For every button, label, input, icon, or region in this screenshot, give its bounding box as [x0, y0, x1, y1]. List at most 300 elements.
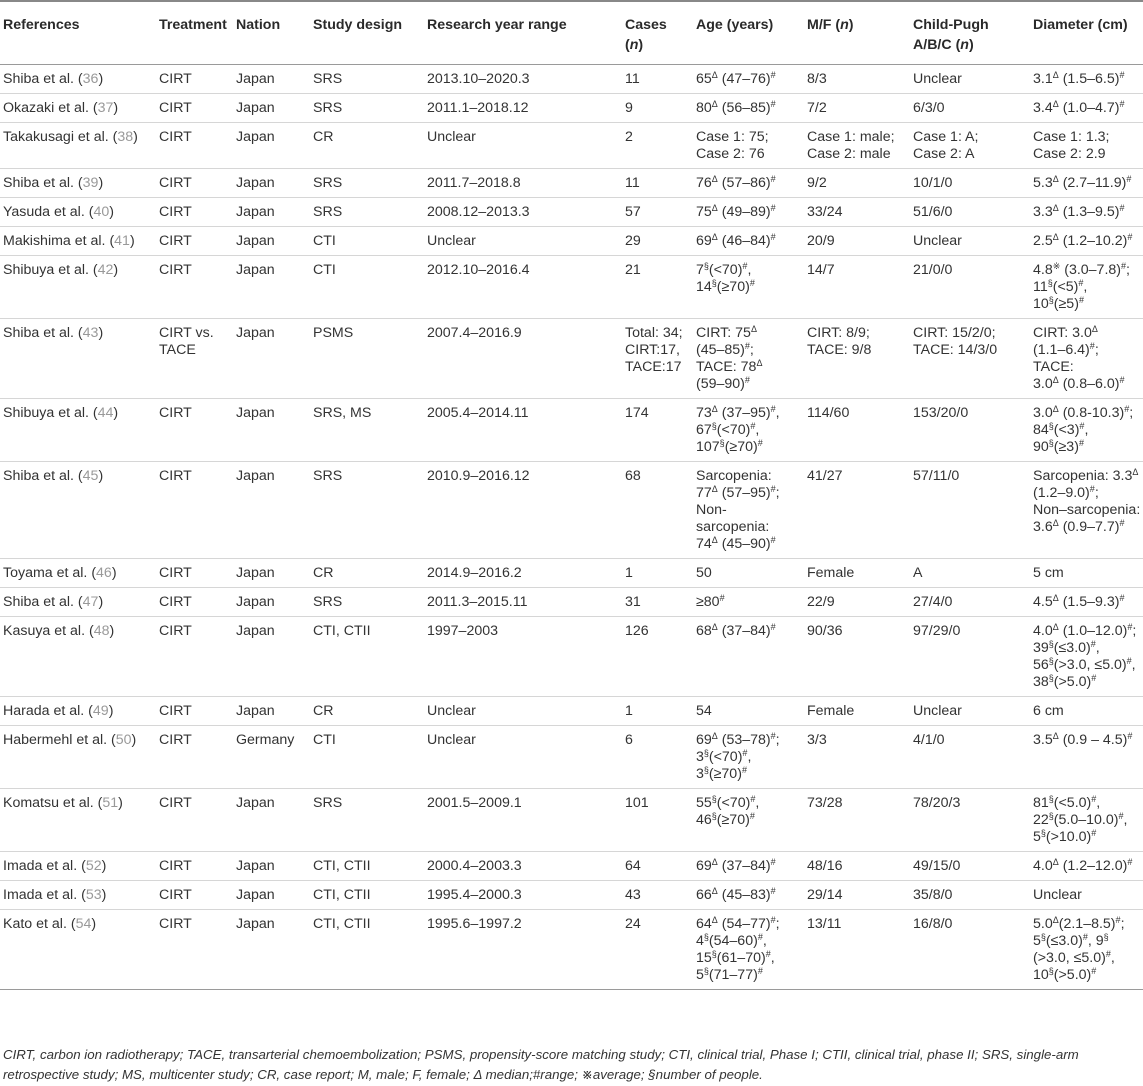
cell-line: (1.2–9.0)#; [1033, 484, 1099, 501]
cell-age [694, 65, 805, 94]
cell-age [694, 399, 805, 462]
cell-diameter [1031, 94, 1143, 123]
cell-age [694, 726, 805, 789]
cell-line: $3.5^\Delta$ (0.9 – 4.5)# [1033, 731, 1133, 748]
cell-study-design [311, 789, 425, 852]
cell-line: 10/1/0 [913, 175, 953, 191]
cell-treatment [157, 881, 234, 910]
cell-line: (>3.0, ≤5.0)#, [1033, 949, 1115, 966]
cell-line: SRS [313, 594, 343, 610]
cell-line: Japan [236, 100, 275, 116]
cell-mf [805, 198, 911, 227]
cell-reference [0, 123, 157, 169]
cell-year-range [425, 726, 623, 789]
cell-study-design [311, 726, 425, 789]
cell-reference [0, 319, 157, 399]
cell-study-design [311, 256, 425, 319]
cell-line: Japan [236, 858, 275, 874]
cell-line: 2011.7–2018.8 [427, 175, 521, 191]
reference-text: Imada et al. (52) [3, 858, 107, 874]
header-references-line: References [3, 17, 80, 33]
cell-line: $3.3^\Delta$ (1.3–9.5)# [1033, 203, 1125, 220]
cell-age [694, 319, 805, 399]
cell-line: 50 [696, 565, 712, 581]
cell-age [694, 881, 805, 910]
cell-line: 54 [696, 703, 712, 719]
cell-age [694, 617, 805, 697]
cell-year-range [425, 617, 623, 697]
header-references [0, 1, 157, 65]
table-row [0, 910, 1143, 990]
cell-age [694, 123, 805, 169]
cell-line: CR [313, 703, 334, 719]
cell-diameter [1031, 726, 1143, 789]
cell-line: CIRT [159, 262, 192, 278]
cell-line: Japan [236, 204, 275, 220]
cell-line: 43 [625, 887, 641, 903]
cell-line: Sarcopenia: $3.3^\Delta$ [1033, 467, 1139, 484]
cell-age [694, 198, 805, 227]
cell-line: Japan [236, 175, 275, 191]
reference-text: Shiba et al. (39) [3, 175, 104, 191]
cell-nation [234, 198, 311, 227]
header-diameter-line: Diameter (cm) [1033, 17, 1128, 33]
cell-line: 4§(54–60)#, [696, 932, 767, 949]
cell-line: 97/29/0 [913, 623, 961, 639]
cell-line: 27/4/0 [913, 594, 953, 610]
cell-child-pugh [911, 399, 1031, 462]
cell-line: 2014.9–2016.2 [427, 565, 522, 581]
cell-line: 1 [625, 703, 633, 719]
header-cases [623, 1, 694, 65]
cell-line: 39§(≤3.0)#, [1033, 639, 1100, 656]
cell-study-design [311, 559, 425, 588]
cell-child-pugh [911, 910, 1031, 990]
cell-line: 3§(<70)#, [696, 748, 752, 765]
cell-study-design [311, 910, 425, 990]
cell-diameter [1031, 65, 1143, 94]
cell-reference [0, 617, 157, 697]
cell-line: Unclear [1033, 887, 1082, 903]
cell-study-design [311, 588, 425, 617]
cell-reference [0, 559, 157, 588]
cell-year-range [425, 910, 623, 990]
cell-line: 11 [625, 71, 640, 87]
header-research-year-range-line: Research year range [427, 17, 567, 33]
cell-cases [623, 559, 694, 588]
cell-child-pugh [911, 697, 1031, 726]
cell-cases [623, 462, 694, 559]
cell-study-design [311, 697, 425, 726]
cell-line: 1995.6–1997.2 [427, 916, 522, 932]
cell-line: 6 [625, 732, 633, 748]
cell-line: 114/60 [807, 405, 850, 421]
cell-reference [0, 910, 157, 990]
cell-child-pugh [911, 559, 1031, 588]
cell-line: 101 [625, 795, 649, 811]
reference-text: Kato et al. (54) [3, 916, 97, 932]
cell-line: 31 [625, 594, 641, 610]
cell-mf [805, 319, 911, 399]
cell-line: SRS [313, 71, 343, 87]
table-row [0, 319, 1143, 399]
cell-line: 6 cm [1033, 703, 1064, 719]
cell-line: $4.0^\Delta$ (1.2–12.0)# [1033, 857, 1133, 874]
cell-diameter [1031, 319, 1143, 399]
reference-text: Shiba et al. (47) [3, 594, 104, 610]
header-mf [805, 1, 911, 65]
cell-line: CIRT [159, 129, 192, 145]
cell-line: $77^\Delta$ (57–95)#; [696, 484, 780, 501]
cell-reference [0, 65, 157, 94]
cell-mf [805, 726, 911, 789]
cell-cases [623, 399, 694, 462]
cell-nation [234, 123, 311, 169]
cell-reference [0, 881, 157, 910]
cell-cases [623, 94, 694, 123]
cell-line: 4/1/0 [913, 732, 945, 748]
cell-line: Female [807, 565, 855, 581]
cell-line: 9 [625, 100, 633, 116]
cell-treatment [157, 617, 234, 697]
cell-treatment [157, 697, 234, 726]
cell-line: 7/2 [807, 100, 827, 116]
cell-line: CTI [313, 732, 336, 748]
table-row [0, 588, 1143, 617]
cell-cases [623, 123, 694, 169]
cell-age [694, 169, 805, 198]
cell-line: CTI [313, 262, 336, 278]
header-diameter [1031, 1, 1143, 65]
cell-line: 14§(≥70)# [696, 278, 755, 295]
cell-line: 64 [625, 858, 641, 874]
header-research-year-range [425, 1, 623, 65]
cell-treatment [157, 726, 234, 789]
cell-age [694, 852, 805, 881]
header-child-pugh-line: Child-Pugh [913, 17, 989, 33]
cell-line: TACE [159, 342, 196, 358]
cell-mf [805, 123, 911, 169]
cell-child-pugh [911, 94, 1031, 123]
cell-line: Japan [236, 887, 275, 903]
cell-line: 126 [625, 623, 649, 639]
header-age-line: Age (years) [696, 17, 774, 33]
cell-line: Case 2: 2.9 [1033, 146, 1106, 162]
cell-treatment [157, 256, 234, 319]
cell-line: 73/28 [807, 795, 843, 811]
cell-diameter [1031, 881, 1143, 910]
cell-cases [623, 227, 694, 256]
reference-text: Harada et al. (49) [3, 703, 114, 719]
header-nation [234, 1, 311, 65]
cell-diameter [1031, 588, 1143, 617]
cell-line: PSMS [313, 325, 354, 341]
cell-line: CTI [313, 233, 336, 249]
header-treatment-line: Treatment [159, 17, 227, 33]
cell-study-design [311, 94, 425, 123]
cell-age [694, 789, 805, 852]
cell-line: 2013.10–2020.3 [427, 71, 530, 87]
reference-text: Toyama et al. (46) [3, 565, 117, 581]
cell-cases [623, 169, 694, 198]
reference-text: Makishima et al. (41) [3, 233, 135, 249]
cell-line: TACE: 14/3/0 [913, 342, 998, 358]
reference-text: Komatsu et al. (51) [3, 795, 123, 811]
cell-line: 7§(<70)#, [696, 261, 752, 278]
cell-diameter [1031, 789, 1143, 852]
cell-line: $75^\Delta$ (49–89)# [696, 203, 776, 220]
cell-line: 90/36 [807, 623, 843, 639]
table-row [0, 256, 1143, 319]
header-nation-line: Nation [236, 17, 281, 33]
cell-line: 107§(≥70)# [696, 438, 763, 455]
cell-line: Case 1: 75; [696, 129, 769, 145]
cell-line: CIRT [159, 887, 192, 903]
cell-line: Non–sarcopenia: [1033, 502, 1141, 518]
cell-line: Case 1: 1.3; [1033, 129, 1110, 145]
cell-line: CIRT [159, 795, 192, 811]
cell-line: 2008.12–2013.3 [427, 204, 530, 220]
cell-line: CIRT: $3.0^\Delta$ [1033, 324, 1098, 341]
cell-line: 2011.1–2018.12 [427, 100, 529, 116]
cell-line: CIRT [159, 71, 192, 87]
header-mf-line: M/F (n) [807, 17, 854, 33]
cell-line: $68^\Delta$ (37–84)# [696, 622, 776, 639]
cell-line: CIRT:17, [625, 342, 680, 358]
cell-line: 5 cm [1033, 565, 1064, 581]
cell-treatment [157, 399, 234, 462]
cell-treatment [157, 123, 234, 169]
cell-treatment [157, 462, 234, 559]
cell-line: 20/9 [807, 233, 835, 249]
cell-line: 51/6/0 [913, 204, 953, 220]
table-row [0, 462, 1143, 559]
cell-line: 1997–2003 [427, 623, 499, 639]
cell-age [694, 697, 805, 726]
table-row [0, 65, 1143, 94]
cell-line: $80^\Delta$ (56–85)# [696, 99, 776, 116]
cell-line: SRS [313, 175, 343, 191]
reference-text: Shibuya et al. (44) [3, 405, 119, 421]
table-row [0, 198, 1143, 227]
cell-year-range [425, 94, 623, 123]
cell-line: 5§(>10.0)# [1033, 828, 1097, 845]
cell-mf [805, 94, 911, 123]
table-row [0, 123, 1143, 169]
cell-cases [623, 65, 694, 94]
cell-line: 15§(61–70)#, [696, 949, 775, 966]
cell-study-design [311, 881, 425, 910]
cell-nation [234, 94, 311, 123]
cell-line: 56§(>3.0, ≤5.0)#, [1033, 656, 1136, 673]
cell-line: $3.1^\Delta$ (1.5–6.5)# [1033, 70, 1125, 87]
cell-line: Unclear [427, 233, 476, 249]
cell-line: $73^\Delta$ (37–95)#, [696, 404, 780, 421]
cell-line: CIRT: $75^\Delta$ [696, 324, 757, 341]
cell-line: $64^\Delta$ (54–77)#; [696, 915, 780, 932]
cell-nation [234, 726, 311, 789]
table-row [0, 852, 1143, 881]
cell-treatment [157, 319, 234, 399]
cell-line: CIRT [159, 594, 192, 610]
cell-cases [623, 852, 694, 881]
cell-year-range [425, 227, 623, 256]
cell-line: 57/11/0 [913, 468, 960, 484]
cell-nation [234, 65, 311, 94]
header-child-pugh [911, 1, 1031, 65]
cell-mf [805, 910, 911, 990]
cell-line: 1995.4–2000.3 [427, 887, 522, 903]
cell-line: SRS [313, 204, 343, 220]
cell-line: $5.0^\Delta(2.1-8.5)^{\#}$; [1033, 915, 1125, 932]
cell-line: CIRT [159, 405, 192, 421]
header-row [0, 1, 1143, 65]
cell-line: CIRT [159, 565, 192, 581]
cell-line: Japan [236, 405, 275, 421]
cell-line: Unclear [913, 703, 962, 719]
cell-nation [234, 852, 311, 881]
cell-reference [0, 588, 157, 617]
cell-line: 22§(5.0–10.0)#, [1033, 811, 1128, 828]
cell-mf [805, 852, 911, 881]
cell-study-design [311, 462, 425, 559]
cell-line: 38§(>5.0)# [1033, 673, 1097, 690]
cell-line: 29/14 [807, 887, 843, 903]
cell-age [694, 94, 805, 123]
cell-line: Case 2: male [807, 146, 891, 162]
cell-line: 55§(<70)#, [696, 794, 760, 811]
cell-nation [234, 399, 311, 462]
cell-nation [234, 462, 311, 559]
cell-line: 6/3/0 [913, 100, 945, 116]
cell-line: 14/7 [807, 262, 835, 278]
cell-line: 49/15/0 [913, 858, 961, 874]
cell-age [694, 256, 805, 319]
cell-line: CIRT [159, 100, 192, 116]
cell-line: 46§(≥70)# [696, 811, 755, 828]
footnote-line-1: CIRT, carbon ion radiotherapy; TACE, transarterial chemoembolization; PSMS, propensity-score matching study; CTI, clinical trial, Phase I; CTII, clinical trial, phase II; SRS, single-arm [3, 1047, 1079, 1062]
cell-line: 21 [625, 262, 641, 278]
table-body [0, 65, 1143, 990]
cell-nation [234, 169, 311, 198]
cell-line: SRS [313, 795, 343, 811]
cell-mf [805, 588, 911, 617]
cell-line: 68 [625, 468, 641, 484]
cell-line: $66^\Delta$ (45–83)# [696, 886, 776, 903]
cell-cases [623, 910, 694, 990]
cell-study-design [311, 198, 425, 227]
cell-mf [805, 559, 911, 588]
cell-line: $4.0^\Delta$ (1.0–12.0)#; [1033, 622, 1137, 639]
cell-line: Japan [236, 468, 275, 484]
cell-line: Unclear [427, 732, 476, 748]
cell-reference [0, 697, 157, 726]
cell-line: SRS [313, 100, 343, 116]
cell-line: 22/9 [807, 594, 835, 610]
header-age [694, 1, 805, 65]
cell-nation [234, 227, 311, 256]
cell-line: $76^\Delta$ (57–86)# [696, 174, 776, 191]
cell-line: sarcopenia: [696, 519, 770, 535]
cell-mf [805, 789, 911, 852]
cell-treatment [157, 227, 234, 256]
cell-mf [805, 169, 911, 198]
cell-line: 78/20/3 [913, 795, 961, 811]
cell-line: Japan [236, 703, 275, 719]
cell-line: 2005.4–2014.11 [427, 405, 529, 421]
cell-study-design [311, 169, 425, 198]
cell-year-range [425, 123, 623, 169]
cell-diameter [1031, 617, 1143, 697]
cell-line: Japan [236, 594, 275, 610]
cell-year-range [425, 588, 623, 617]
cell-line: 8/3 [807, 71, 827, 87]
cell-diameter [1031, 198, 1143, 227]
cell-child-pugh [911, 123, 1031, 169]
cell-line: CR [313, 565, 334, 581]
cell-line: 2011.3–2015.11 [427, 594, 528, 610]
cell-mf [805, 881, 911, 910]
cell-mf [805, 399, 911, 462]
cell-study-design [311, 65, 425, 94]
cell-line: CIRT [159, 916, 192, 932]
cell-year-range [425, 319, 623, 399]
cell-line: Case 1: male; [807, 129, 895, 145]
cell-cases [623, 697, 694, 726]
cell-line: Case 2: 76 [696, 146, 765, 162]
cell-line: CIRT [159, 623, 192, 639]
table-row [0, 559, 1143, 588]
cell-line: 48/16 [807, 858, 843, 874]
cell-year-range [425, 65, 623, 94]
cell-line: ≥80# [696, 593, 725, 610]
cell-treatment [157, 910, 234, 990]
cell-line: (45–85)#; [696, 341, 754, 358]
header-cases-line: Cases [625, 17, 667, 33]
cell-child-pugh [911, 319, 1031, 399]
cell-child-pugh [911, 881, 1031, 910]
cell-line: 24 [625, 916, 641, 932]
cell-child-pugh [911, 169, 1031, 198]
cell-treatment [157, 94, 234, 123]
cell-treatment [157, 852, 234, 881]
reference-text: Shibuya et al. (42) [3, 262, 119, 278]
cell-line: CIRT [159, 732, 192, 748]
table-row [0, 169, 1143, 198]
cell-line: CTI, CTII [313, 858, 371, 874]
cell-line: CTI, CTII [313, 887, 371, 903]
cell-child-pugh [911, 789, 1031, 852]
cell-line: 4.8※ (3.0–7.8)#; [1033, 261, 1130, 278]
cell-line: 3/3 [807, 732, 827, 748]
cell-line: TACE: $78^\Delta$ [696, 358, 763, 375]
cell-line: 29 [625, 233, 641, 249]
cell-mf [805, 697, 911, 726]
cell-line: 2000.4–2003.3 [427, 858, 522, 874]
cell-age [694, 588, 805, 617]
cell-cases [623, 256, 694, 319]
cell-reference [0, 94, 157, 123]
cell-treatment [157, 559, 234, 588]
cell-line: $4.5^\Delta$ (1.5–9.3)# [1033, 593, 1125, 610]
table-row [0, 881, 1143, 910]
cell-reference [0, 169, 157, 198]
cell-reference [0, 227, 157, 256]
cell-line: 2 [625, 129, 633, 145]
cell-age [694, 910, 805, 990]
cell-line: $3.4^\Delta$ (1.0–4.7)# [1033, 99, 1125, 116]
cell-cases [623, 319, 694, 399]
